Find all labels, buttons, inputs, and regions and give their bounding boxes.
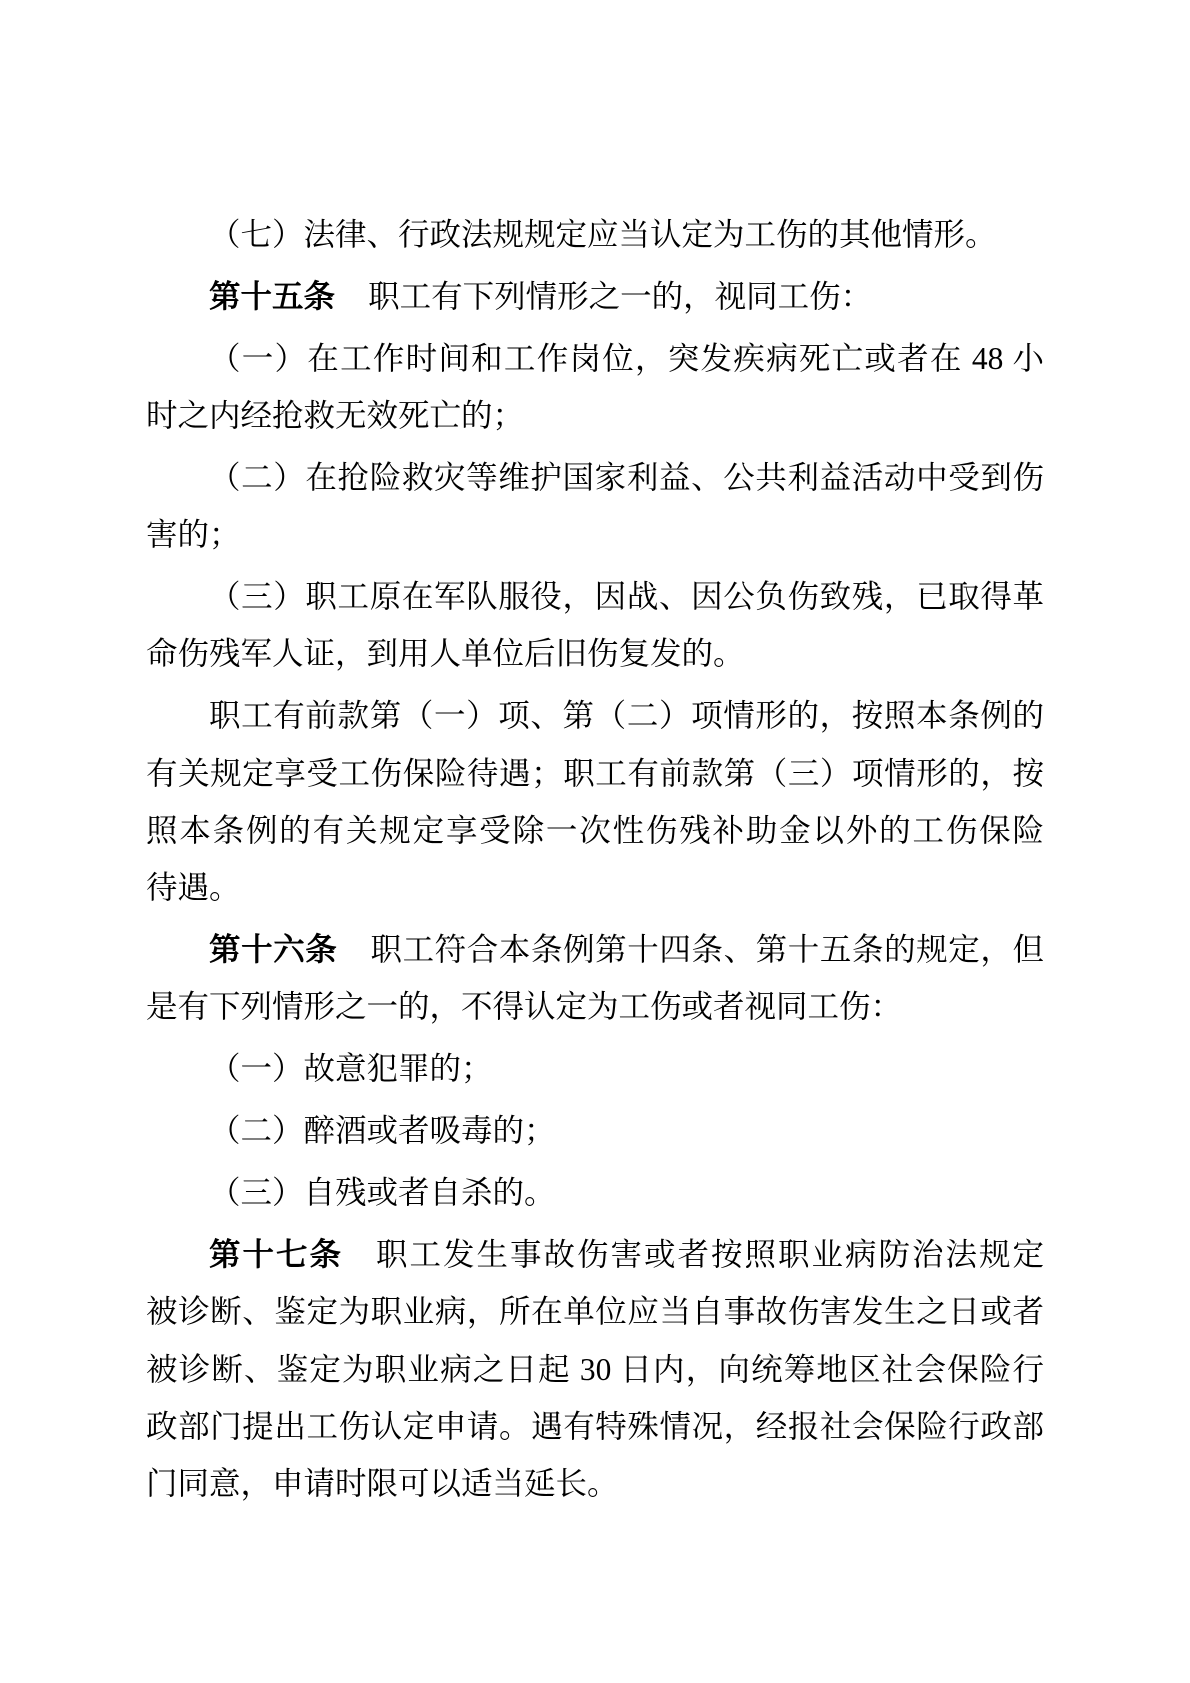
- text-line: 被诊断、鉴定为职业病之日起 30 日内，向统筹地区社会保险行: [146, 1351, 1044, 1387]
- paragraph: [146, 206, 1044, 263]
- paragraph: [146, 1164, 1044, 1221]
- text-line: （七）法律、行政法规规定应当认定为工伤的其他情形。: [209, 217, 997, 252]
- text-line: [146, 921, 1044, 978]
- paragraph: [146, 449, 1044, 564]
- text-line: 职工有前款第（一）项、第（二）项情形的，按照本条例的: [209, 698, 1044, 734]
- paragraph: [146, 1102, 1044, 1159]
- paragraph: [146, 268, 1044, 325]
- article-number: 第十五条: [209, 277, 336, 314]
- text-line: 门同意，申请时限可以适当延长。: [146, 1466, 619, 1502]
- text-line: [146, 268, 1044, 325]
- paragraph: [146, 330, 1044, 445]
- text-line: （二）醉酒或者吸毒的；: [209, 1113, 556, 1149]
- text-line: （一）故意犯罪的；: [209, 1051, 493, 1087]
- text-line: 命伤残军人证，到用人单位后旧伤复发的。: [146, 636, 745, 672]
- paragraph: [146, 1040, 1044, 1097]
- article-number: 第十七条: [209, 1235, 343, 1272]
- text-line: [146, 1226, 1044, 1283]
- text-line: 是有下列情形之一的，不得认定为工伤或者视同工伤：: [146, 989, 903, 1025]
- paragraph: [146, 1226, 1044, 1512]
- text-line: （二）在抢险救灾等维护国家利益、公共利益活动中受到伤: [209, 459, 1044, 495]
- text-line: 有关规定享受工伤保险待遇；职工有前款第（三）项情形的，按: [146, 755, 1044, 791]
- text-line: （一）在工作时间和工作岗位，突发疾病死亡或者在 48 小: [209, 340, 1044, 376]
- text-line: 时之内经抢救无效死亡的；: [146, 398, 525, 434]
- paragraph: [146, 921, 1044, 1036]
- text-line: （三）职工原在军队服役，因战、因公负伤致残，已取得革: [209, 579, 1044, 615]
- text-line: 政部门提出工伤认定申请。遇有特殊情况，经报社会保险行政部: [146, 1408, 1044, 1444]
- text-line: 待遇。: [146, 870, 241, 906]
- text-run: 职工有下列情形之一的，视同工伤：: [368, 278, 873, 314]
- text-run: 职工发生事故伤害或者按照职业病防治法规定: [376, 1236, 1044, 1272]
- text-line: 照本条例的有关规定享受除一次性伤残补助金以外的工伤保险: [146, 812, 1044, 848]
- paragraph: [146, 687, 1044, 916]
- text-line: 害的；: [146, 517, 241, 553]
- text-run: 职工符合本条例第十四条、第十五条的规定，但: [370, 932, 1044, 968]
- paragraph: [146, 568, 1044, 683]
- text-line: （三）自残或者自杀的。: [209, 1175, 556, 1211]
- document-body: [146, 206, 1044, 1517]
- text-line: 被诊断、鉴定为职业病，所在单位应当自事故伤害发生之日或者: [146, 1294, 1044, 1330]
- article-number: 第十六条: [209, 931, 338, 968]
